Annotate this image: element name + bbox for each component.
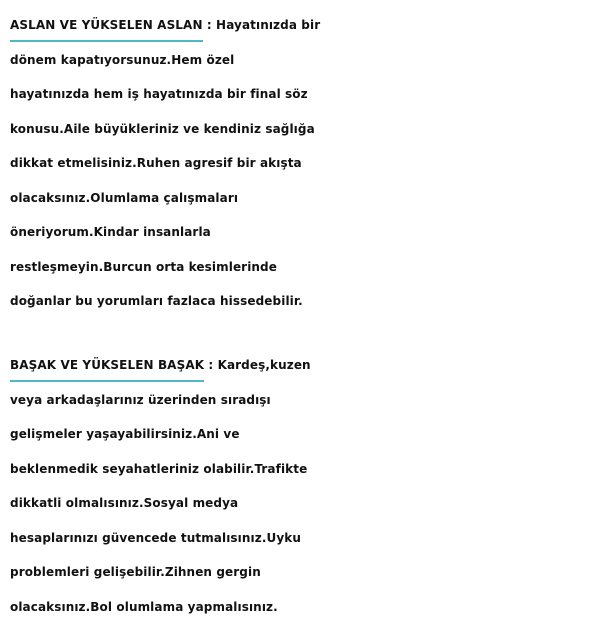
- text-line: problemleri gelişebilir.Zihnen gergin: [10, 565, 261, 579]
- text-line-content: : Hayatınızda bir: [202, 18, 321, 32]
- text-line-content: : Kardeş,kuzen: [204, 358, 311, 372]
- section-basak: [10, 348, 596, 624]
- text-line: olacaksınız.Bol olumlama yapmalısınız.: [10, 599, 278, 614]
- text-line: dikkatli olmalısınız.Sosyal medya: [10, 496, 239, 510]
- section-aslan: [10, 8, 596, 319]
- text-line: beklenmedik seyahatleriniz olabilir.Trafikte: [10, 461, 308, 476]
- text-line: [10, 348, 596, 383]
- text-line: olacaksınız.Olumlama çalışmaları: [10, 190, 239, 205]
- text-line: doğanlar bu yorumları fazlaca hissedebilir.: [10, 294, 303, 308]
- text-line: dönem kapatıyorsunuz.Hem özel: [10, 52, 235, 67]
- text-line: restleşmeyin.Burcun orta kesimlerinde: [10, 259, 277, 274]
- section-heading-aslan: ASLAN VE YÜKSELEN ASLAN: [10, 8, 203, 43]
- text-line: dikkat etmelisiniz.Ruhen agresif bir akışta: [10, 156, 302, 170]
- text-line: hesaplarınızı güvencede tutmalısınız.Uyku: [10, 530, 301, 545]
- text-line: [10, 8, 596, 43]
- text-line: hayatınızda hem iş hayatınızda bir final söz: [10, 87, 308, 101]
- text-line: öneriyorum.Kindar insanlarla: [10, 225, 211, 239]
- section-heading-basak: BAŞAK VE YÜKSELEN BAŞAK: [10, 348, 204, 383]
- text-line: konusu.Aile büyükleriniz ve kendiniz sağlığa: [10, 121, 315, 136]
- text-line: gelişmeler yaşayabilirsiniz.Ani ve: [10, 427, 240, 441]
- text-line: veya arkadaşlarınız üzerinden sıradışı: [10, 392, 271, 407]
